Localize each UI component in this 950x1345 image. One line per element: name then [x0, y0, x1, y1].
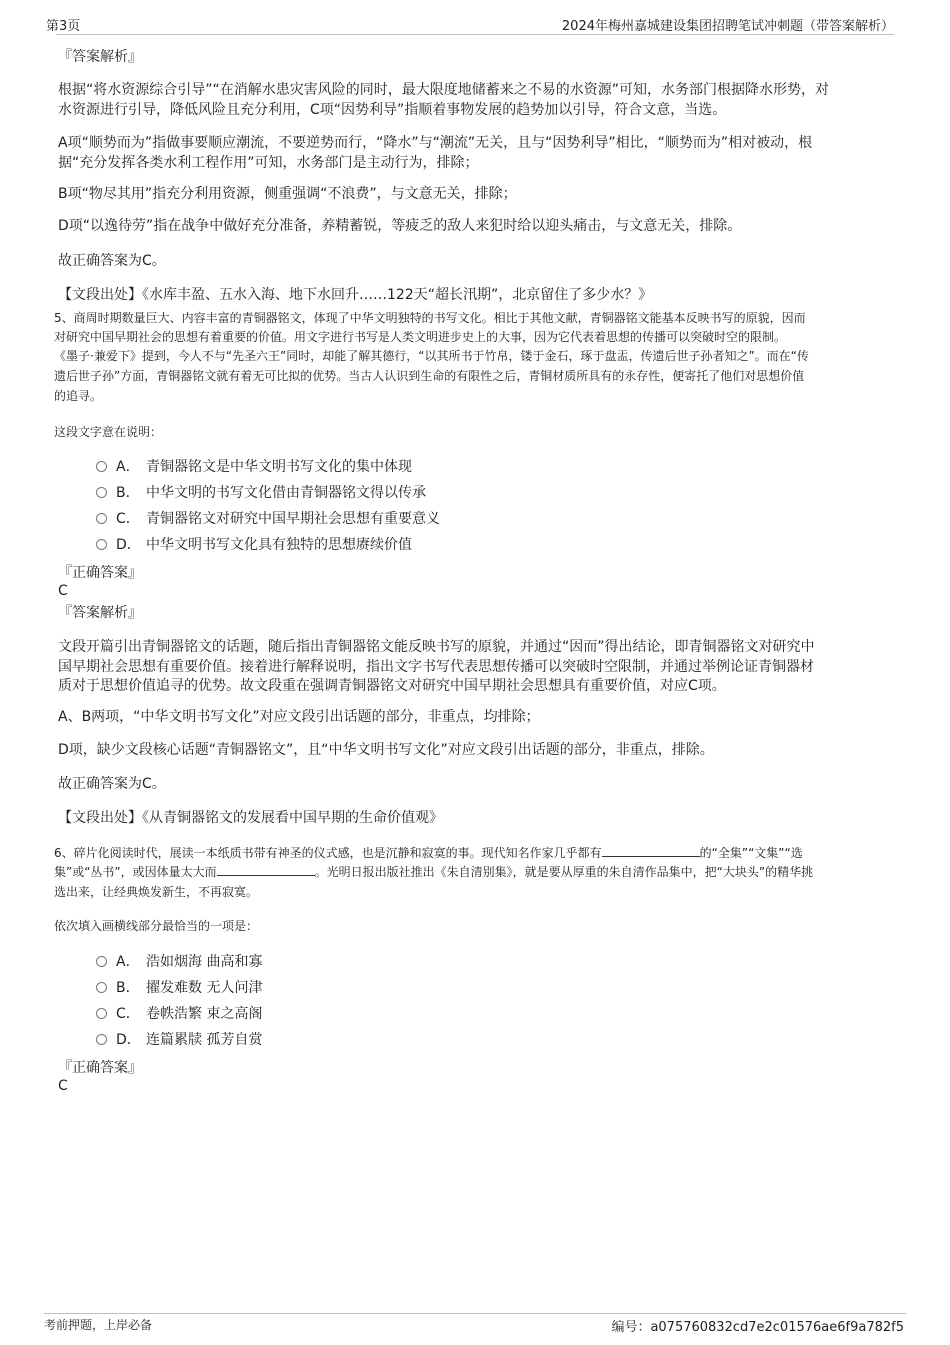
analysis-text: B项“物尽其用”指充分利用资源，侧重强调“不浪费”，与文意无关，排除；	[58, 186, 517, 202]
fill-blank	[602, 844, 700, 857]
passage-source: 【文段出处】《从青铜器铭文的发展看中国早期的生命价值观》	[58, 810, 443, 826]
answer-label: 『正确答案』	[58, 565, 142, 581]
question-text: 5、商周时期数量巨大、内容丰富的青铜器铭文，体现了中华文明独特的书写文化。相比于其他文献，青铜器铭文能基本反映书写的原貌，因而	[54, 311, 806, 325]
option-c[interactable]: C． 卷帙浩繁 束之高阁	[96, 1003, 262, 1025]
answer-conclusion: 故正确答案为C。	[58, 253, 166, 269]
radio-icon[interactable]	[96, 1008, 107, 1019]
analysis-text: 据“充分发挥各类水利工程作用”可知，水务部门是主动行为，排除；	[58, 155, 479, 171]
analysis-text: 国早期社会思想有重要价值。接着进行解释说明，指出文字书写代表思想传播可以突破时空限制，并通过举例论证青铜器材	[58, 659, 814, 675]
question-text: 集”或“丛书”，或因体量太大而 。光明日报出版社推出《朱自清别集》，就是要从厚重的朱自清作品集中，把“大块头”的精华挑	[54, 865, 814, 879]
option-d[interactable]: D． 中华文明书写文化具有独特的思想赓续价值	[96, 534, 412, 556]
option-b[interactable]: B． 中华文明的书写文化借由青铜器铭文得以传承	[96, 482, 426, 504]
question-text: 6、碎片化阅读时代，展读一本纸质书带有神圣的仪式感，也是沉静和寂寞的事。现代知名作家几乎都有 的“全集”“文集”“选	[54, 846, 803, 860]
page-header	[46, 12, 894, 35]
option-d[interactable]: D． 连篇累牍 孤芳自赏	[96, 1029, 262, 1051]
question-text: 对研究中国早期社会的思想有着重要的价值。用文字进行书写是人类文明进步史上的大事，因为它代表着思想的传播可以突破时空的限制。	[54, 330, 787, 344]
question-text: 的追寻。	[54, 389, 103, 403]
analysis-text: 水资源进行引导，降低风险且充分利用，C项“因势利导”指顺着事物发展的趋势加以引导，符合文意，当选。	[58, 102, 727, 118]
analysis-text: D项“以逸待劳”指在战争中做好充分准备，养精蓄锐，等疲乏的敌人来犯时给以迎头痛击，与文意无关，排除。	[58, 218, 742, 234]
footer-slogan: 考前押题，上岸必备	[44, 1318, 153, 1332]
analysis-text: 根据“将水资源综合引导”“在消解水患灾害风险的同时，最大限度地储蓄来之不易的水资源”可知，水务部门根据降水形势，对	[58, 82, 830, 98]
radio-icon[interactable]	[96, 487, 107, 498]
correct-answer: C	[58, 1078, 68, 1094]
radio-icon[interactable]	[96, 539, 107, 550]
fill-blank	[217, 863, 315, 876]
document-code: 编号：a075760832cd7e2c01576ae6f9a782f5	[611, 1320, 904, 1335]
radio-icon[interactable]	[96, 461, 107, 472]
option-a[interactable]: A． 浩如烟海 曲高和寡	[96, 951, 262, 973]
radio-icon[interactable]	[96, 982, 107, 993]
option-b[interactable]: B． 擢发难数 无人问津	[96, 977, 262, 999]
answer-label: 『正确答案』	[58, 1060, 142, 1076]
radio-icon[interactable]	[96, 956, 107, 967]
document-title: 2024年梅州嘉城建设集团招聘笔试冲刺题（带答案解析）	[561, 19, 894, 34]
page-footer	[44, 1313, 906, 1335]
option-c[interactable]: C． 青铜器铭文对研究中国早期社会思想有重要意义	[96, 508, 440, 530]
question-text: 遗后世子孙”方面，青铜器铭文就有着无可比拟的优势。当古人认识到生命的有限性之后，青铜材质所具有的永存性，便寄托了他们对思想价值	[54, 369, 805, 383]
question-prompt: 依次填入画横线部分最恰当的一项是：	[54, 919, 259, 933]
question-text: 选出来，让经典焕发新生，不再寂寞。	[54, 885, 259, 899]
radio-icon[interactable]	[96, 1034, 107, 1045]
option-a[interactable]: A． 青铜器铭文是中华文明书写文化的集中体现	[96, 456, 412, 478]
analysis-text: 质对于思想价值追寻的优势。故文段重在强调青铜器铭文对研究中国早期社会思想具有重要价值，对应C项。	[58, 678, 726, 694]
question-text: 《墨子·兼爱下》提到，今人不与“先圣六王”同时，却能了解其德行，“以其所书于竹帛，镂于金石，琢于盘盂，传遗后世子孙者知之”。而在“传	[54, 349, 809, 363]
answer-conclusion: 故正确答案为C。	[58, 776, 166, 792]
radio-icon[interactable]	[96, 513, 107, 524]
analysis-text: A项“顺势而为”指做事要顺应潮流，不要逆势而行，“降水”与“潮流”无关，且与“因势利导”相比，“顺势而为”相对被动，根	[58, 135, 813, 151]
analysis-label: 『答案解析』	[58, 605, 142, 621]
page-number: 第3页	[46, 19, 81, 34]
question-prompt: 这段文字意在说明：	[54, 425, 163, 439]
analysis-text: A、B两项，“中华文明书写文化”对应文段引出话题的部分，非重点，均排除；	[58, 709, 540, 725]
analysis-text: D项，缺少文段核心话题“青铜器铭文”，且“中华文明书写文化”对应文段引出话题的部分，非重点，排除。	[58, 742, 714, 758]
correct-answer: C	[58, 583, 68, 599]
passage-source: 【文段出处】《水库丰盈、五水入海、地下水回升……122天“超长汛期”，北京留住了多少水？》	[58, 287, 653, 303]
analysis-text: 文段开篇引出青铜器铭文的话题，随后指出青铜器铭文能反映书写的原貌，并通过“因而”得出结论，即青铜器铭文对研究中	[58, 639, 815, 655]
analysis-label: 『答案解析』	[58, 49, 142, 65]
